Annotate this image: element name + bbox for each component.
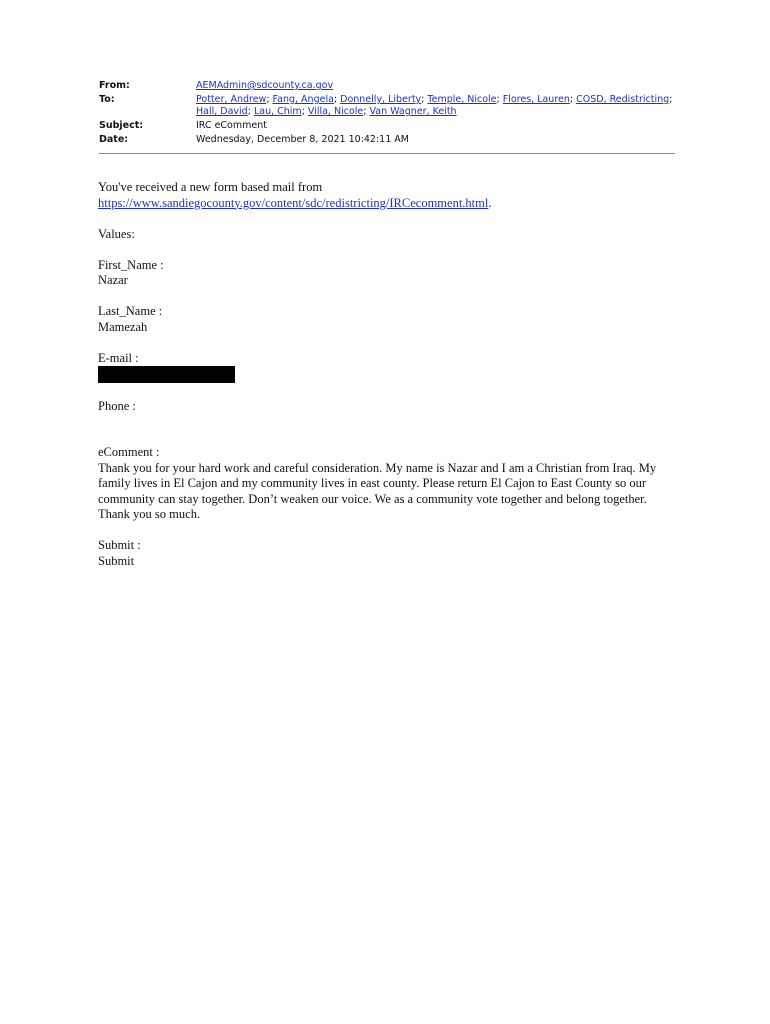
recipient-link[interactable]: Donnelly, Liberty	[340, 94, 422, 105]
email-label: E-mail :	[98, 350, 139, 365]
date-label: Date:	[99, 134, 129, 145]
recipient-link[interactable]: Van Wagner, Keith	[369, 106, 457, 117]
recipient-link[interactable]: COSD, Redistricting	[576, 94, 670, 105]
recipient-link[interactable]: Hall, David	[196, 106, 248, 117]
url-suffix: .	[488, 195, 492, 210]
header-divider	[99, 153, 675, 154]
email-body	[98, 180, 678, 569]
recipient-link[interactable]: Lau, Chim	[253, 106, 302, 117]
from-row	[99, 80, 675, 92]
recipient-link[interactable]: Potter, Andrew	[196, 94, 267, 105]
submit-value: Submit	[98, 553, 135, 568]
recipient-link[interactable]: Flores, Lauren	[502, 94, 570, 105]
ecomment-text: Thank you for your hard work and careful consideration. My name is Nazar and I am a Christian from Iraq. My family lives in El Cajon and my community lives in east county. Please return El Cajon to East County so our community can stay together. Don’t weaken our voice. We as a community vote together and belong together. Thank you so much.	[98, 460, 657, 521]
from-address-link[interactable]: AEMAdmin@sdcounty.ca.gov	[196, 80, 334, 91]
from-label: From:	[99, 80, 130, 91]
to-label: To:	[99, 94, 115, 105]
date-row	[99, 134, 675, 146]
to-row	[99, 94, 675, 118]
intro-text: You've received a new form based mail from	[98, 180, 323, 194]
redacted-email-block	[98, 366, 235, 383]
email-header	[99, 80, 675, 148]
form-url-link[interactable]: https://www.sandiegocounty.gov/content/sdc/redistricting/IRCecomment.html	[98, 195, 489, 210]
ecomment-label: eComment :	[98, 445, 160, 459]
recipient-list: Potter, Andrew; Fang, Angela; Donnelly, Liberty; Temple, Nicole; Flores, Lauren; COSD, Redistricting; Hall, David; Lau, Chim; Villa, Nicole; Van Wagner, Keith	[196, 94, 673, 117]
first-name-label: First_Name :	[98, 257, 164, 272]
recipient-link[interactable]: Villa, Nicole	[307, 106, 364, 117]
subject-row	[99, 120, 675, 132]
recipient-link[interactable]: Temple, Nicole	[427, 94, 497, 105]
first-name-value: Nazar	[98, 273, 128, 287]
last-name-value: Mamezah	[98, 319, 148, 334]
subject-label: Subject:	[99, 120, 144, 131]
last-name-label: Last_Name :	[98, 304, 163, 318]
submit-label: Submit :	[98, 538, 141, 552]
date-value: Wednesday, December 8, 2021 10:42:11 AM	[196, 134, 409, 145]
phone-label: Phone :	[98, 398, 136, 413]
values-label: Values:	[98, 226, 135, 241]
recipient-link[interactable]: Fang, Angela	[272, 94, 334, 105]
subject-value: IRC eComment	[196, 120, 267, 131]
